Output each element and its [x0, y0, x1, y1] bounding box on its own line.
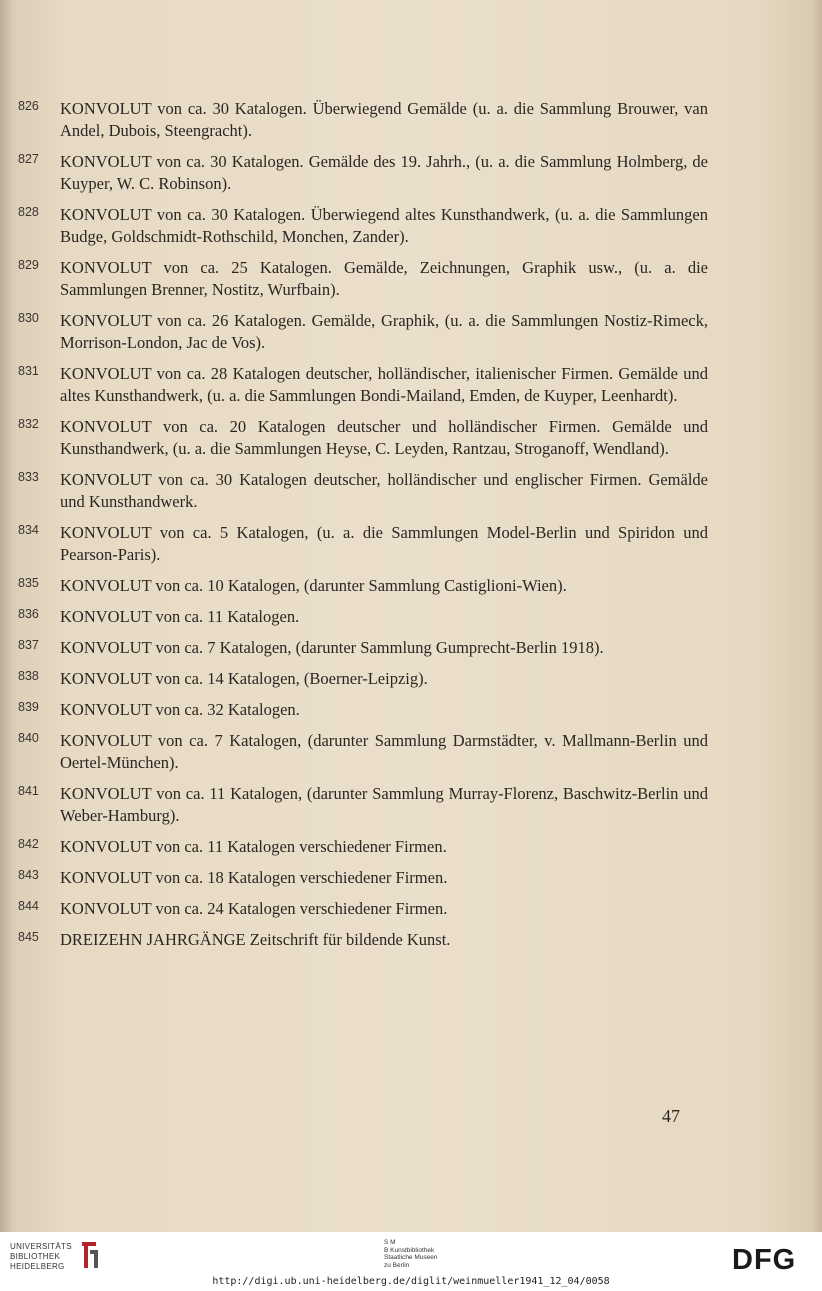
lot-entry: [18, 257, 708, 301]
lot-description: KONVOLUT von ca. 11 Katalogen.: [60, 607, 300, 626]
lot-description: KONVOLUT von ca. 26 Katalogen. Gemälde, Graphik, (u. a. die Sammlungen Nostiz-Rimeck, Morrison-London, Jac de Vos).: [60, 311, 708, 352]
viewer-footer: [0, 1232, 822, 1291]
lot-entry: [18, 699, 708, 721]
lot-description: KONVOLUT von ca. 18 Katalogen verschiedener Firmen.: [60, 868, 448, 887]
lot-entry: [18, 522, 708, 566]
smb-logo-line: zu Berlin: [384, 1261, 410, 1269]
lot-entry: [18, 575, 708, 597]
lot-number: 837: [18, 638, 39, 652]
lot-entry: [18, 469, 708, 513]
lot-description: DREIZEHN JAHRGÄNGE Zeitschrift für bildende Kunst.: [60, 930, 451, 949]
lot-number: 844: [18, 899, 39, 913]
university-logo-line: BIBLIOTHEK: [10, 1252, 61, 1261]
lot-entry: [18, 151, 708, 195]
lot-entry: [18, 310, 708, 354]
lot-number: 831: [18, 364, 39, 378]
page-edge-shadow-right: [812, 0, 822, 1232]
lot-number: 826: [18, 99, 39, 113]
lot-number: 843: [18, 868, 39, 882]
lot-number: 828: [18, 205, 39, 219]
lot-description: KONVOLUT von ca. 30 Katalogen. Überwiegend Gemälde (u. a. die Sammlung Brouwer, van Andel, Dubois, Steengracht).: [60, 99, 708, 140]
smb-logo-line: S M: [384, 1239, 396, 1246]
lot-description: KONVOLUT von ca. 7 Katalogen, (darunter Sammlung Gumprecht-Berlin 1918).: [60, 638, 604, 657]
lot-entry: [18, 416, 708, 460]
lot-description: KONVOLUT von ca. 24 Katalogen verschiedener Firmen.: [60, 899, 448, 918]
lot-description: KONVOLUT von ca. 30 Katalogen. Gemälde des 19. Jahrh., (u. a. die Sammlung Holmberg, de Kuyper, W. C. Robinson).: [60, 152, 708, 193]
lot-entry: [18, 98, 708, 142]
lot-entry: [18, 204, 708, 248]
lot-number: 833: [18, 470, 39, 484]
lot-entry: [18, 637, 708, 659]
lot-number: 845: [18, 930, 39, 944]
lot-entry: [18, 836, 708, 858]
lot-description: KONVOLUT von ca. 10 Katalogen, (darunter Sammlung Castiglioni-Wien).: [60, 576, 567, 595]
lot-description: KONVOLUT von ca. 28 Katalogen deutscher, holländischer, italienischer Firmen. Gemälde und altes Kunsthandwerk, (u. a. die Sammlungen Bondi-Mailand, Emden, de Kuyper, Leenhardt).: [60, 364, 708, 405]
page-number: 47: [662, 1106, 680, 1126]
lot-number: 829: [18, 258, 39, 272]
lot-entry: [18, 929, 708, 951]
lot-entry: [18, 668, 708, 690]
lot-description: KONVOLUT von ca. 5 Katalogen, (u. a. die Sammlungen Model-Berlin und Spiridon und Pearson-Paris).: [60, 523, 708, 564]
lot-description: KONVOLUT von ca. 30 Katalogen deutscher, holländischer und englischer Firmen. Gemälde und Kunsthandwerk.: [60, 470, 708, 511]
lot-number: 832: [18, 417, 39, 431]
lot-entry: [18, 867, 708, 889]
lot-entries-list: [18, 98, 708, 960]
lot-number: 836: [18, 607, 39, 621]
university-logo-line: UNIVERSITÄTS: [10, 1242, 72, 1251]
lot-description: KONVOLUT von ca. 30 Katalogen. Überwiegend altes Kunsthandwerk, (u. a. die Sammlungen Budge, Goldschmidt-Rothschild, Monchen, Zander).: [60, 205, 708, 246]
lot-description: KONVOLUT von ca. 20 Katalogen deutscher und holländischer Firmen. Gemälde und Kunsthandwerk, (u. a. die Sammlungen Heyse, C. Leyden, Rantzau, Stroganoff, Wendland).: [60, 417, 708, 458]
lot-number: 838: [18, 669, 39, 683]
lot-description: KONVOLUT von ca. 7 Katalogen, (darunter Sammlung Darmstädter, v. Mallmann-Berlin und Oertel-München).: [60, 731, 708, 772]
lot-number: 842: [18, 837, 39, 851]
university-library-logo[interactable]: [10, 1242, 72, 1272]
lot-entry: [18, 730, 708, 774]
lot-entry: [18, 606, 708, 628]
permalink-url[interactable]: http://digi.ub.uni-heidelberg.de/diglit/weinmueller1941_12_04/0058: [212, 1276, 610, 1287]
page-edge-shadow-left: [0, 0, 14, 1232]
dfg-logo[interactable]: DFG: [732, 1244, 797, 1276]
lot-description: KONVOLUT von ca. 11 Katalogen, (darunter Sammlung Murray-Florenz, Baschwitz-Berlin und Weber-Hamburg).: [60, 784, 708, 825]
smb-logo-line: Staatliche Museen: [384, 1254, 438, 1261]
lot-description: KONVOLUT von ca. 11 Katalogen verschiedener Firmen.: [60, 837, 447, 856]
lot-description: KONVOLUT von ca. 32 Katalogen.: [60, 700, 300, 719]
lot-number: 830: [18, 311, 39, 325]
university-emblem-icon: [76, 1240, 102, 1270]
lot-number: 835: [18, 576, 39, 590]
lot-description: KONVOLUT von ca. 25 Katalogen. Gemälde, Zeichnungen, Graphik usw., (u. a. die Sammlungen Brenner, Nostitz, Wurfbain).: [60, 258, 708, 299]
lot-entry: [18, 363, 708, 407]
lot-description: KONVOLUT von ca. 14 Katalogen, (Boerner-Leipzig).: [60, 669, 428, 688]
lot-number: 841: [18, 784, 39, 798]
lot-entry: [18, 898, 708, 920]
lot-number: 839: [18, 700, 39, 714]
smb-kunstbibliothek-logo[interactable]: [384, 1239, 437, 1269]
lot-number: 827: [18, 152, 39, 166]
lot-number: 834: [18, 523, 39, 537]
university-logo-line: HEIDELBERG: [10, 1262, 65, 1271]
lot-entry: [18, 783, 708, 827]
smb-logo-line: B Kunstbibliothek: [384, 1246, 435, 1254]
lot-number: 840: [18, 731, 39, 745]
